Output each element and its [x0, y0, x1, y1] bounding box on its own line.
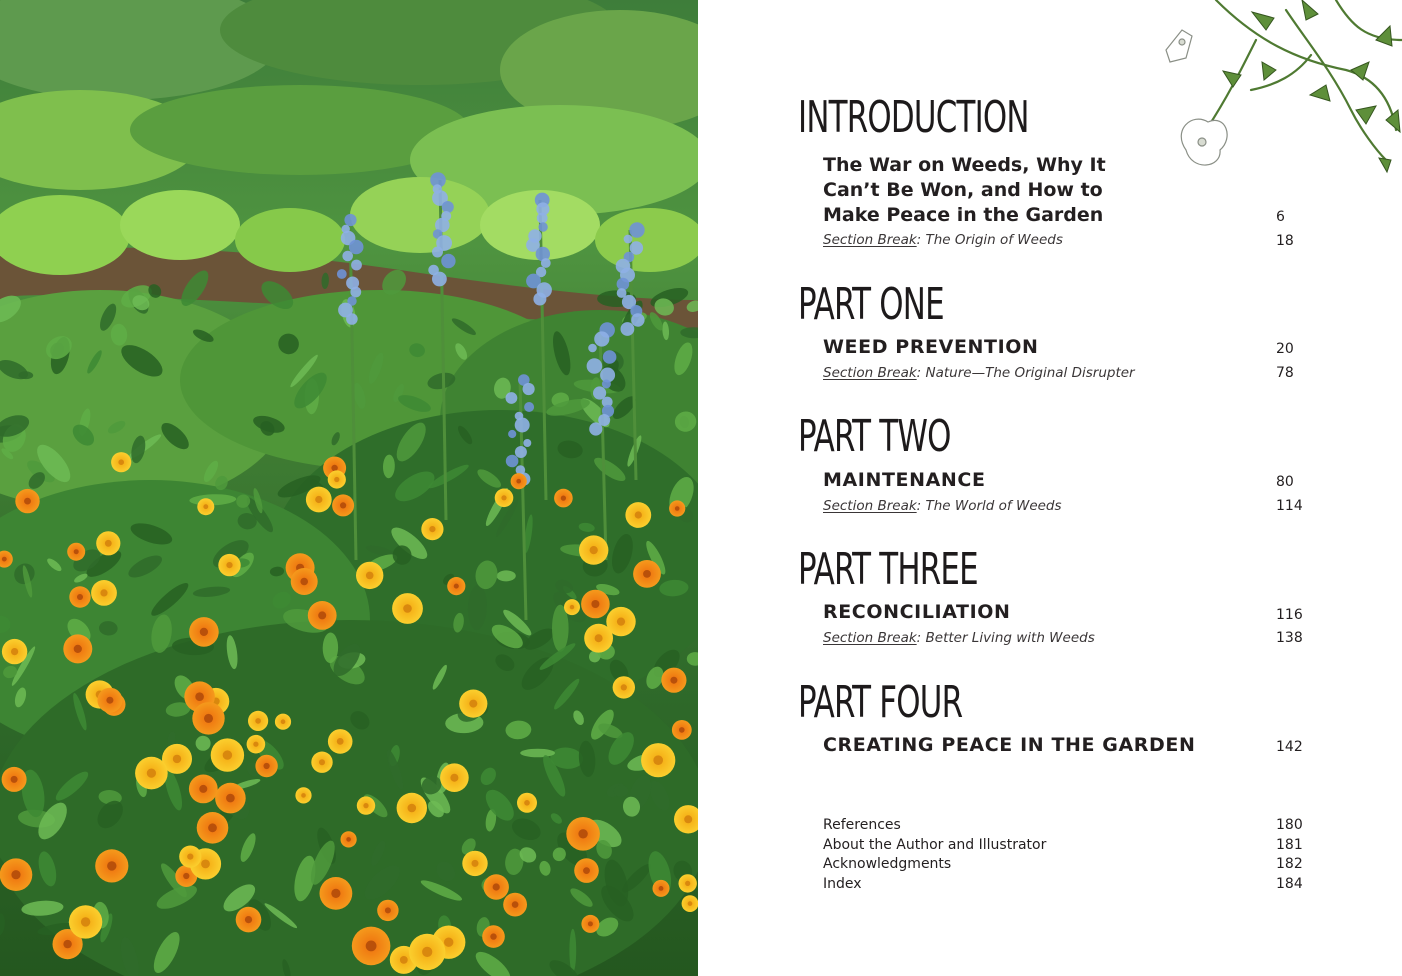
intro-chapter-line: The War on Weeds, Why It [823, 154, 1106, 176]
part-one-section-break-page: 78 [1276, 365, 1294, 381]
back-matter-index-page: 184 [1276, 876, 1303, 892]
section-break-sep: : [916, 232, 926, 248]
part-two-section-break[interactable] [823, 497, 1062, 515]
part-four-chapter-page: 142 [1276, 739, 1303, 755]
part-one-heading: PART ONE [798, 279, 944, 330]
part-two-heading: PART TWO [798, 411, 951, 462]
introduction-heading: INTRODUCTION [798, 92, 1029, 143]
intro-chapter-line: Can’t Be Won, and How to [823, 179, 1103, 201]
section-break-title: The World of Weeds [925, 498, 1062, 514]
part-four-chapter[interactable]: CREATING PEACE IN THE GARDEN [823, 734, 1196, 756]
section-break-title: Better Living with Weeds [925, 630, 1095, 646]
section-break-label: Section Break [823, 630, 917, 646]
back-matter-acknowledgments[interactable]: Acknowledgments [823, 856, 952, 872]
back-matter-about-author-page: 181 [1276, 837, 1303, 853]
part-two-chapter-page: 80 [1276, 474, 1294, 490]
part-three-chapter[interactable]: RECONCILIATION [823, 601, 1011, 623]
back-matter-index[interactable]: Index [823, 876, 862, 892]
section-break-sep: : [916, 365, 926, 381]
part-four-heading: PART FOUR [798, 677, 963, 728]
garden-photo [0, 0, 698, 976]
intro-chapter-title[interactable] [823, 153, 1123, 228]
part-two-chapter[interactable]: MAINTENANCE [823, 469, 986, 491]
section-break-label: Section Break [823, 498, 917, 514]
part-three-section-break[interactable] [823, 629, 1095, 647]
back-matter-acknowledgments-page: 182 [1276, 856, 1303, 872]
back-matter-about-author[interactable]: About the Author and Illustrator [823, 837, 1047, 853]
part-three-chapter-page: 116 [1276, 607, 1303, 623]
part-two-section-break-page: 114 [1276, 498, 1303, 514]
part-three-section-break-page: 138 [1276, 630, 1303, 646]
section-break-sep: : [916, 498, 926, 514]
part-one-chapter[interactable]: WEED PREVENTION [823, 336, 1039, 358]
intro-section-break[interactable] [823, 231, 1063, 249]
bindweed-vine-icon [1146, 0, 1402, 190]
section-break-label: Section Break [823, 365, 917, 381]
back-matter-references-page: 180 [1276, 817, 1303, 833]
section-break-title: The Origin of Weeds [925, 232, 1063, 248]
intro-chapter-page: 6 [1276, 209, 1285, 225]
back-matter-references[interactable]: References [823, 817, 901, 833]
intro-chapter-line: Make Peace in the Garden [823, 204, 1104, 226]
table-of-contents [698, 0, 1402, 976]
garden-photo-illustration [0, 0, 698, 976]
part-three-heading: PART THREE [798, 544, 978, 595]
section-break-title: Nature—The Original Disrupter [925, 365, 1135, 381]
part-one-chapter-page: 20 [1276, 341, 1294, 357]
part-one-section-break[interactable] [823, 364, 1135, 382]
section-break-sep: : [916, 630, 926, 646]
section-break-label: Section Break [823, 232, 917, 248]
intro-section-break-page: 18 [1276, 233, 1294, 249]
